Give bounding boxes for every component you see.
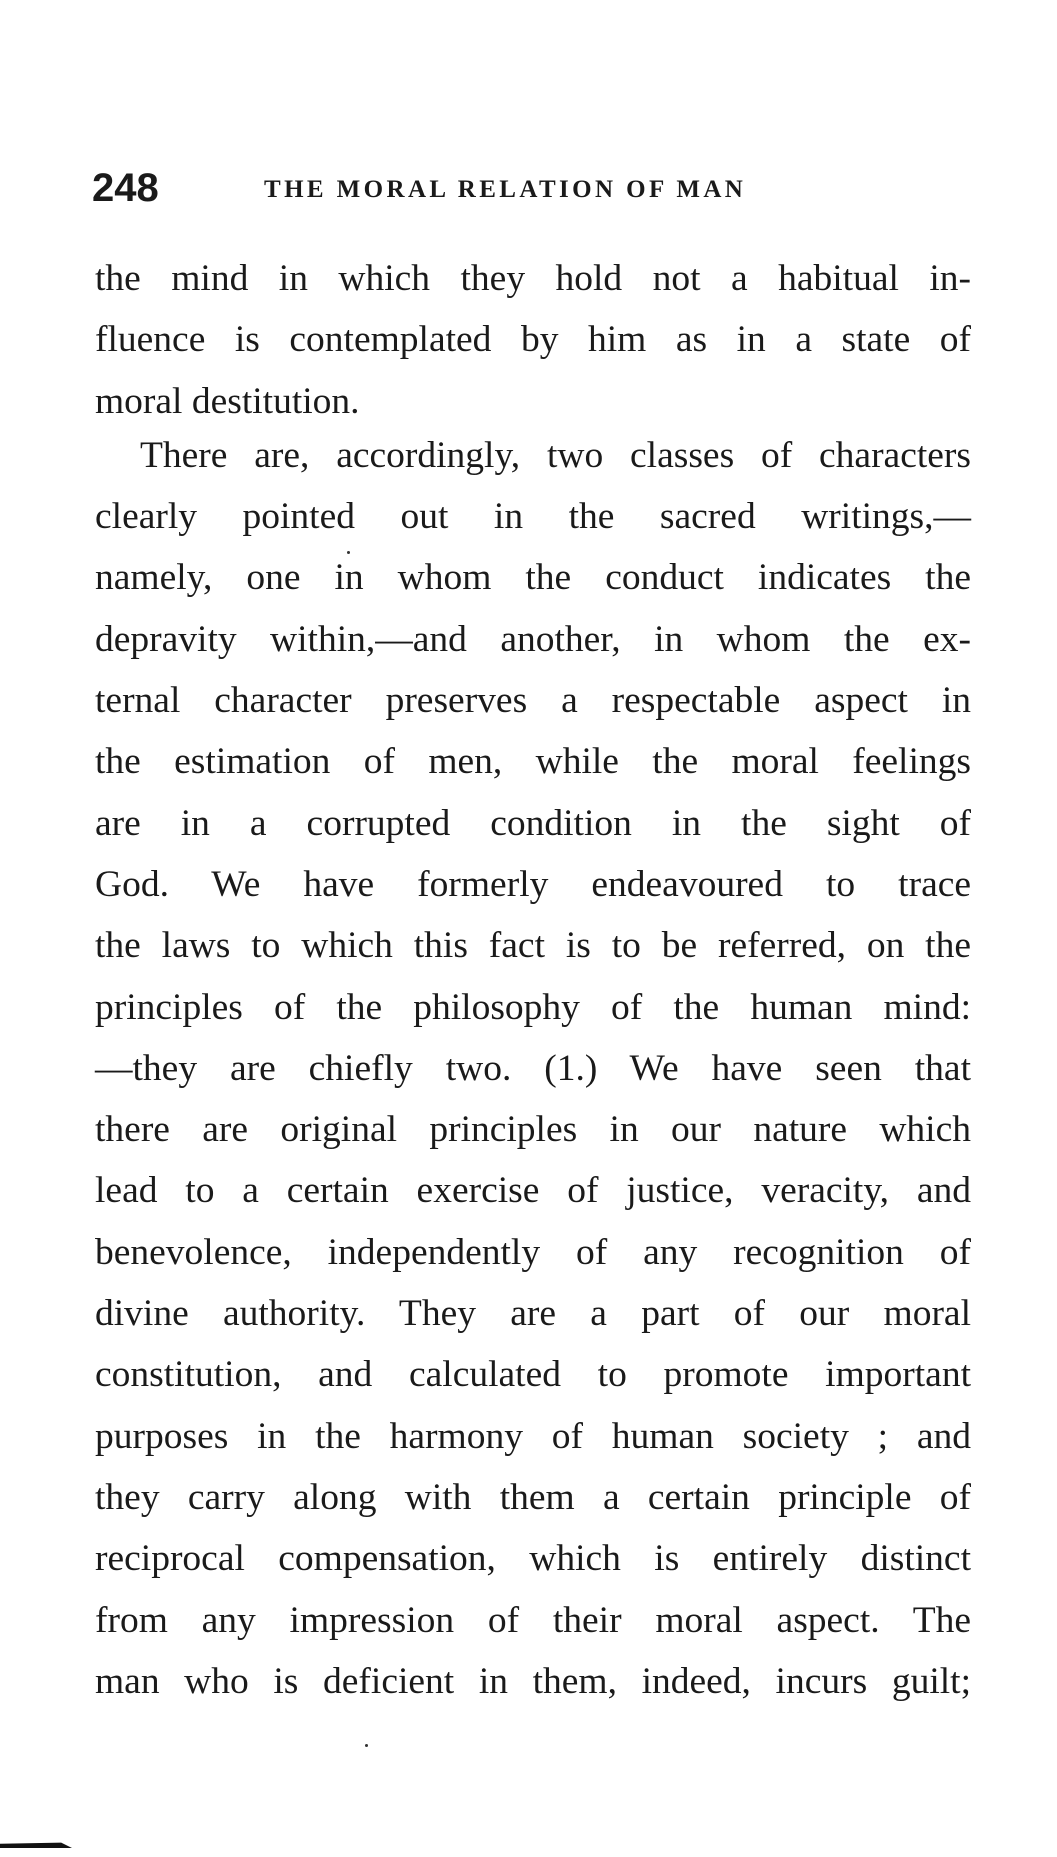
text-line: depravity within,—and another, in whom the ex-	[95, 618, 971, 660]
text-line: God. We have formerly endeavoured to trace	[95, 863, 971, 905]
ink-speck	[365, 1744, 368, 1747]
text-line: ternal character preserves a respectable aspect in	[95, 680, 971, 722]
text-line: constitution, and calculated to promote important	[95, 1354, 971, 1396]
running-title: THE MORAL RELATION OF MAN	[264, 176, 747, 203]
text-line: clearly pointed out in the sacred writings,—	[95, 496, 971, 538]
ink-speck	[347, 551, 350, 554]
text-line: moral destitution.	[95, 380, 360, 422]
text-line: lead to a certain exercise of justice, veracity, and	[95, 1170, 971, 1212]
text-line: principles of the philosophy of the human mind:	[95, 986, 971, 1028]
page-edge-mark	[0, 1842, 72, 1848]
text-line: namely, one in whom the conduct indicates the	[95, 557, 971, 599]
body-text	[95, 248, 971, 1712]
text-line: fluence is contemplated by him as in a state of	[95, 319, 971, 361]
text-line: reciprocal compensation, which is entirely distinct	[95, 1538, 971, 1580]
text-line: man who is deficient in them, indeed, incurs guilt;	[95, 1660, 971, 1702]
text-line: benevolence, independently of any recognition of	[95, 1231, 971, 1273]
text-line: are in a corrupted condition in the sight of	[95, 802, 971, 844]
text-line: there are original principles in our nature which	[95, 1109, 971, 1151]
text-line: they carry along with them a certain principle of	[95, 1476, 971, 1518]
text-line: There are, accordingly, two classes of characters	[140, 434, 971, 476]
paragraph-1	[95, 248, 971, 432]
text-line: the mind in which they hold not a habitual in-	[95, 258, 971, 299]
page-number: 248	[92, 166, 159, 210]
text-line: from any impression of their moral aspect. The	[95, 1599, 971, 1641]
paragraph-2	[95, 425, 971, 1712]
running-head	[92, 164, 972, 214]
text-line: the laws to which this fact is to be referred, on the	[95, 925, 971, 967]
text-line: divine authority. They are a part of our moral	[95, 1293, 971, 1335]
text-line: purposes in the harmony of human society ; and	[95, 1415, 971, 1457]
text-line: —they are chiefly two. (1.) We have seen that	[95, 1047, 971, 1089]
text-line: the estimation of men, while the moral feelings	[95, 741, 971, 783]
